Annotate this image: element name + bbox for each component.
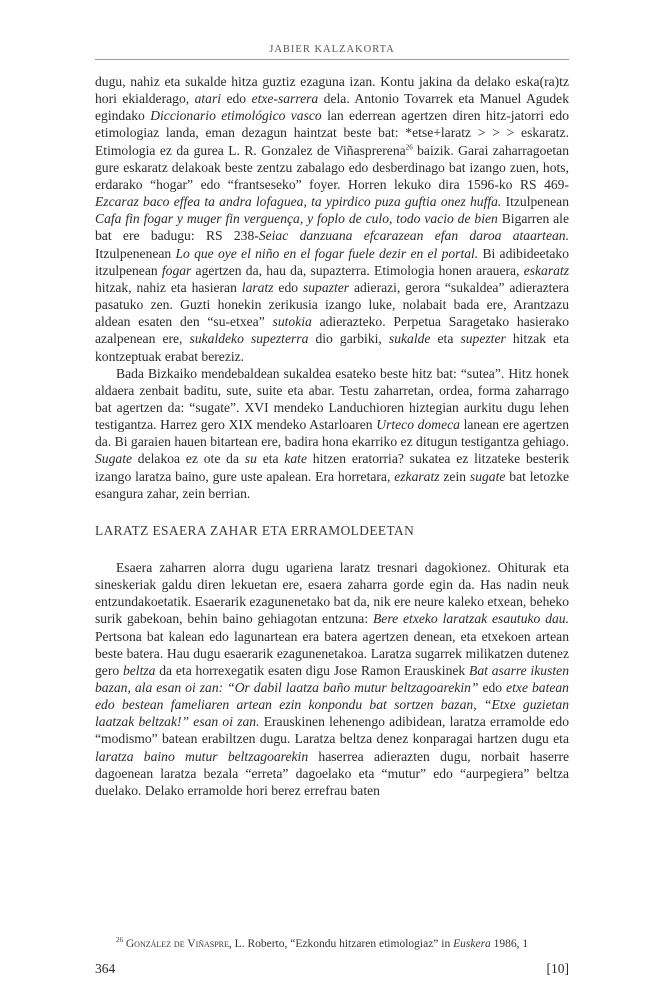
- footnote: $^{26}$ González de Viñaspre, L. Roberto, “Ezkondu hitzaren etimologiaz” in Euskera 1986, 1: [116, 936, 529, 950]
- paragraph-1: dugu, nahiz eta sukalde hitza guztiz ezaguna izan. Kontu jakina da delako eska(ra)tz hori ekialderago, atari edo etxe-sarrera dela. Antonio Tovarrek eta Manuel Agudek egindako Diccionario etimológico vasco lan ederrean agertzen diren hitz-jatorri edo etimologiaz landa, eman dezagun haintzat beste bat: *etse+laratz > > > eskaratz. Etimologia ez da gurea L. R. Gonzalez de Viñasprerena$^{26}$ baizik. Garai zaharragoetan gure eskaratz delakoak beste zentzu zabalago edo desberdinago bat izango zuen, hots, erdarako “hogar” edo “frantseseko” foyer. Horren lekuko dira 1596-ko RS 469-Ezcaraz baco effea ta andra lofaguea, ta ypirdico puza guftia onez huffa. Itzulpenean Cafa fin fogar y muger fin verguença, y foplo de culo, todo vacio de bien Bigarren ale bat ere badugu: RS 238-Seiac danzuana efcarazean efan daroa ataartean. Itzulpenenean Lo que oye el niño en el fogar fuele dezir en el portal. Bi adibideetako itzulpenean fogar agertzen da, hau da, supazterra. Etimologia honen arauera, eskaratz hitzak, nahiz eta hasieran laratz edo supazter adierazi, gerora “sukaldea” adieraztera pasatuko zen. Guzti honekin zerikusia izango luke, nolabait bada ere, Arantzazu aldean esaten den “su-etxea” sutokia adierazteko. Perpetua Saragetako hasierako azalpenean ere, sukaldeko supezterra dio garbiki, sukalde eta supezter hitzak eta kontzeptuak erabat bereziz.: [95, 74, 570, 364]
- footnote-reference: 26: [405, 143, 413, 152]
- page-number: 364: [95, 961, 116, 976]
- paragraph-3: Esaera zaharren alorra dugu ugariena laratz tresnari dagokionez. Ohiturak eta sineskeriak galdu diren lekuetan ere, esaera zaharra gorde egin da. Has nadin neuk entzundakoetatik. Esaerarik ezagunenetako bat da, nik ere neure kaleko etxean, beheko surik gabekoan, behin baino gehiagotan entzuna: Bere etxeko laratzak esautuko dau. Pertsona bat kalean edo lagunartean era batera agertzen denean, eta etxekoen artean beste batera. Hau dugu esaerarik ezagunenetakoa. Laratza sugarrek milikatzen dutenez gero beltza da eta horrexegatik esaten digu Jose Ramon Erauskinek Bat asarre ikusten bazan, ala esan oi zan: “Or dabil laatza baño mutur beltzagoarekin” edo etxe batean edo bestean fameliaren artean ezin konpondu bat sortzen bazan, “Etxe guzietan laatzak beltzak!” esan oi zan. Erauskinen lehenengo adibidean, laratza erramolde edo “modismo” batean erabiltzen dugu. Laratza beltza denez konparagai hartzen dugu eta laratza baino mutur beltzagoarekin haserrea adierazten dugu, norbait haserre dagoenean laratza bezala “erreta” dagoelako eta “mutur” edo “aurpegiera” beltza duelako. Delako erramolde hori berez errefrau baten: [95, 559, 569, 798]
- main-text: [95, 73, 569, 799]
- section-heading: LARATZ ESAERA ZAHAR ETA ERRAMOLDEETAN: [95, 522, 415, 538]
- footnote-journal: Euskera: [453, 938, 491, 950]
- paragraph-2: Bada Bizkaiko mendebaldean sukaldea esateko beste hitz bat: “sutea”. Hitz honek aldaera zenbait baditu, sute, suite eta abar. Testu zaharretan, ordea, forma zaharrago bat agertzen da: “sugate”. XVI mendeko Landuchioren hiztegian aurkitu dugu lehen testigantza. Harrez gero XIX mendeko Astarloaren Urteco domeca lanean ere agertzen da. Bi garaien hauen bitartean ere, badira hona ekarriko ez ditugun testigantza gehiago. Sugate delakoa ez ote da su eta kate hitzen eratorria? sukatea ez litzateke besterik izango laratza baino, gure uste apalean. Era horretara, ezkaratz zein sugate bat letozke esangura zahar, zein berrian.: [95, 365, 570, 501]
- header-rule: [95, 59, 569, 60]
- footnote-number: 26: [116, 936, 123, 945]
- running-head: JABIER KALZAKORTA: [269, 44, 395, 55]
- footnote-author: González de Viñaspre: [125, 938, 229, 950]
- chapter-page-number: [10]: [546, 961, 569, 976]
